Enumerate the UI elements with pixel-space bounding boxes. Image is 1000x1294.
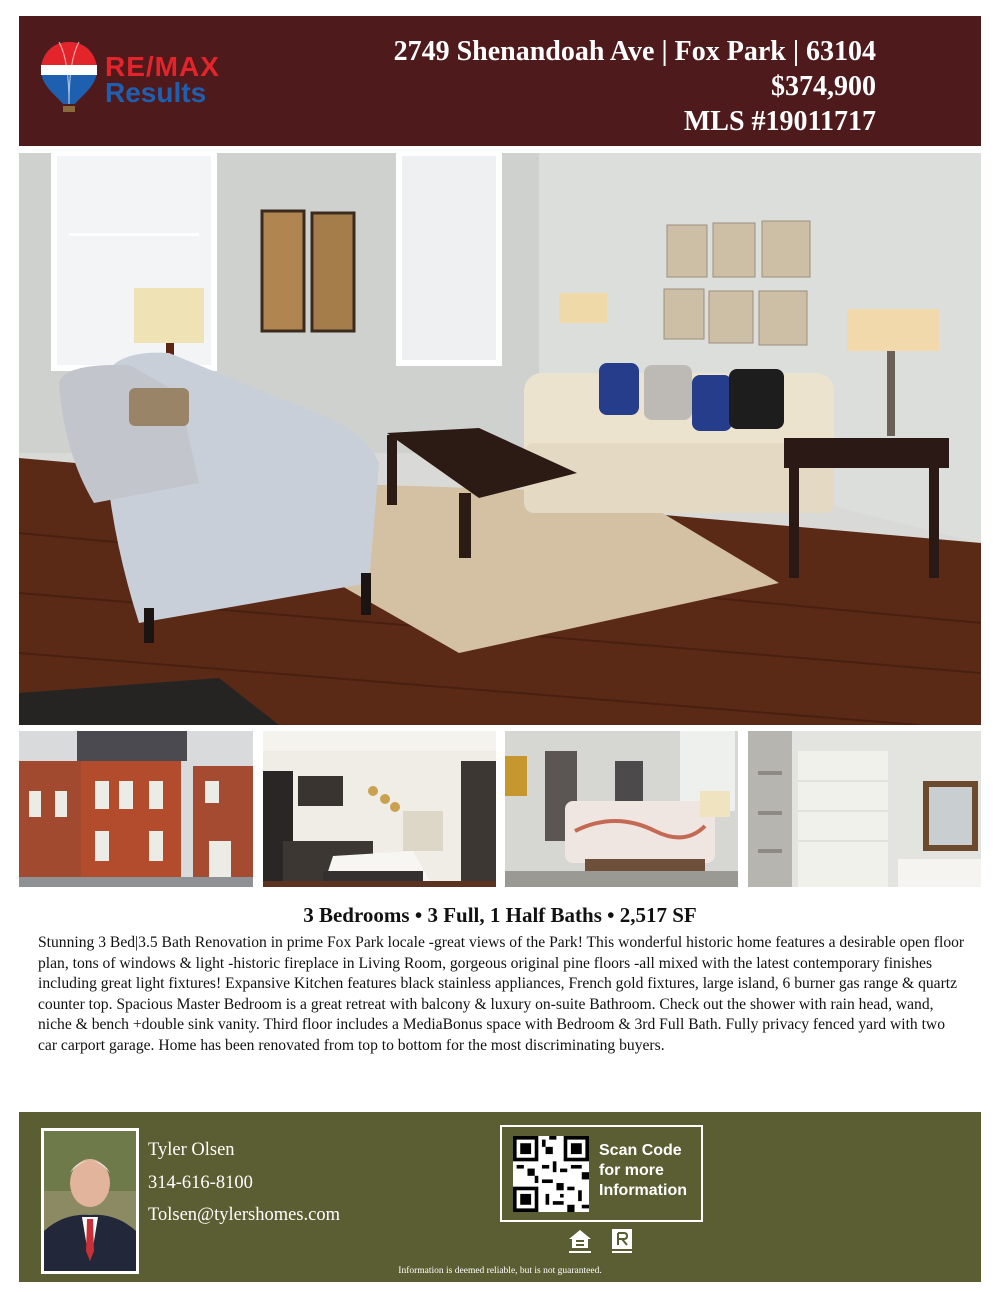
agent-email[interactable]: Tolsen@tylershomes.com xyxy=(148,1205,340,1225)
brand-remax: RE/MAX xyxy=(105,51,220,82)
header-banner xyxy=(19,16,981,146)
qr-label-line2: for more xyxy=(599,1162,664,1179)
property-stats: 3 Bedrooms • 3 Full, 1 Half Baths • 2,517 SF xyxy=(303,903,697,927)
hot-air-balloon-icon xyxy=(39,40,99,114)
equal-housing-icon xyxy=(567,1228,593,1256)
qr-label-line3: Information xyxy=(599,1182,687,1199)
thumbnail-bathroom xyxy=(748,731,981,887)
qr-code-box[interactable] xyxy=(500,1125,703,1222)
property-address: 2749 Shenandoah Ave | Fox Park | 63104 xyxy=(393,36,876,67)
agent-photo xyxy=(41,1128,139,1274)
disclaimer: Information is deemed reliable, but is not guaranteed. xyxy=(398,1266,602,1276)
thumbnail-kitchen xyxy=(263,731,496,887)
remax-logo xyxy=(39,40,249,120)
qr-code-icon[interactable] xyxy=(513,1136,589,1212)
agent-footer xyxy=(19,1112,981,1282)
qr-label-line1: Scan Code xyxy=(599,1142,682,1159)
agent-name: Tyler Olsen xyxy=(148,1140,235,1160)
property-price: $374,900 xyxy=(771,71,876,102)
thumbnail-exterior xyxy=(19,731,253,887)
agent-phone[interactable]: 314-616-8100 xyxy=(148,1172,253,1193)
realtor-icon xyxy=(610,1228,634,1256)
mls-number: MLS #19011717 xyxy=(683,106,876,137)
main-photo-living-room xyxy=(19,153,981,725)
property-description: Stunning 3 Bed|3.5 Bath Renovation in prime Fox Park locale -great views of the Park! This wonderful historic home features a desirable open floor plan, tons of windows & light -historic fireplace in Living Room, gorgeous original pine floors -all mixed with the latest contemporary finishes including great light fixtures! Expansive Kitchen features black stainless appliances, French gold fixtures, large island, 6 burner gas range & quartz counter top. Spacious Master Bedroom is a great retreat with balcony & luxury on-suite Bathroom. Check out the shower with rain head, wand, niche & bench +double sink vanity. Third floor includes a MediaBonus space with Bedroom & 3rd Full Bath. Fully privacy fenced yard with two car carport garage. Home has been renovated from top to bottom for the most discriminating buyers. xyxy=(38,934,965,1054)
brand-results: Results xyxy=(105,77,207,108)
thumbnail-bedroom xyxy=(505,731,738,887)
